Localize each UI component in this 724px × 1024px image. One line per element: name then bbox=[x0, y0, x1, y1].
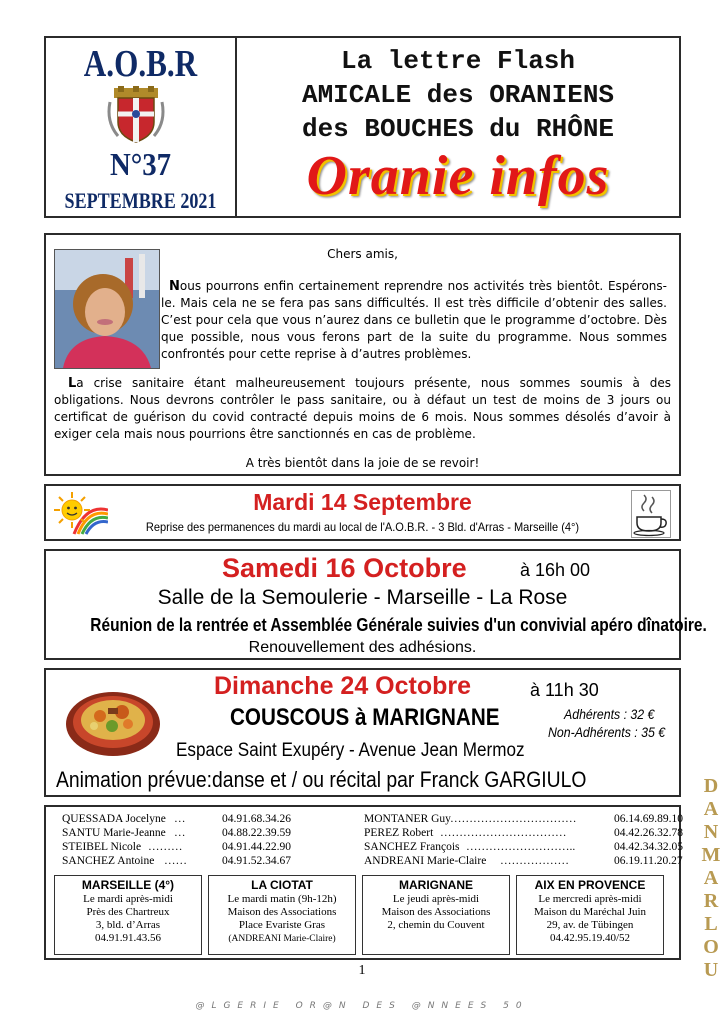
event-time: à 16h 00 bbox=[520, 560, 591, 580]
signature-letter: M bbox=[701, 844, 721, 866]
location-contact-name: (ANDREANI Marie-Claire) bbox=[228, 934, 336, 944]
org-acronym: A.O.B.R bbox=[83, 43, 198, 85]
editorial-letter bbox=[44, 233, 681, 476]
contact-name: STEIBEL Nicole bbox=[62, 841, 142, 853]
masthead bbox=[44, 36, 681, 218]
signature-letter: L bbox=[704, 913, 718, 935]
contact-name: SANTU Marie-Jeanne bbox=[62, 827, 166, 839]
location-schedule: Le mardi après-midi bbox=[83, 893, 173, 905]
contact-phone: 04.88.22.39.59 bbox=[222, 827, 291, 839]
location-name: AIX EN PROVENCE bbox=[534, 878, 646, 892]
event-name: COUSCOUS à MARIGNANE bbox=[230, 704, 500, 731]
contact-phone: 06.14.69.89.10 bbox=[614, 813, 683, 825]
page-number: 1 bbox=[358, 963, 366, 978]
paragraph-text: ous pourrons enfin certainement reprendre nos activités très bientôt. Espérons-le. Mais cela ne se fera pas sans difficultés. Il est très difficile d’obtenir des salles. C’est pour cela que vous n’aurez dans ce bulletin que le programme d’octobre. Dès que possible, nous vous ferons part de la suite du programme. Nous sommes confrontés pour cette reprise à d’autres problèmes. bbox=[161, 279, 667, 361]
leader-dots: ……………………….. bbox=[466, 841, 576, 853]
location-marignane bbox=[362, 875, 510, 955]
coat-of-arms-icon bbox=[106, 86, 166, 144]
drop-initial: N bbox=[169, 279, 180, 294]
letter-paragraph-1 bbox=[161, 278, 667, 363]
masthead-right-panel bbox=[237, 38, 679, 216]
event-october-16 bbox=[44, 549, 707, 660]
event-venue: Espace Saint Exupéry - Avenue Jean Mermoz bbox=[176, 740, 525, 761]
contact-phone: 04.42.34.32.05 bbox=[614, 841, 683, 853]
location-schedule: Le mercredi après-midi bbox=[538, 893, 642, 905]
location-name: LA CIOTAT bbox=[251, 878, 313, 892]
contact-phone: 04.91.44.22.90 bbox=[222, 841, 291, 853]
price-members: Adhérents : 32 € bbox=[564, 706, 655, 722]
signature-letter: N bbox=[703, 821, 719, 843]
newsletter-title: Oranie infos bbox=[306, 145, 610, 207]
contact-name: ANDREANI Marie-Claire bbox=[364, 855, 487, 867]
location-aix-en-provence bbox=[516, 875, 664, 955]
coffee-cup-icon bbox=[631, 490, 671, 538]
location-schedule: Le mardi matin (9h-12h) bbox=[227, 893, 337, 905]
event-venue: Salle de la Semoulerie - Marseille - La Rose bbox=[157, 586, 568, 609]
location-la-ciotat bbox=[208, 875, 356, 955]
location-venue: Maison des Associations bbox=[227, 906, 337, 918]
leader-dots: ……… bbox=[148, 841, 183, 853]
couscous-dish-icon bbox=[64, 682, 162, 760]
event-description: Réunion de la rentrée et Assemblée Générale suivies d'un convivial apéro dînatoire. bbox=[90, 615, 707, 635]
contact-name: SANCHEZ François bbox=[364, 841, 460, 853]
paragraph-text: a crise sanitaire étant malheureusement toujours présente, nous sommes soumis à des obligations. Nous devrons contrôler le pass sanitaire, ou à défaut un test de moins de 3 jours ou certificat de guérison du covid contracté depuis moins de 6 mois. Nous sommes désolés d’avoir à exiger cela mais nous pourrions être sanctionnés en cas de problème. bbox=[54, 376, 671, 441]
issue-number: N°37 bbox=[109, 146, 172, 182]
signature-letter: D bbox=[703, 775, 719, 797]
masthead-left-panel bbox=[46, 38, 237, 216]
location-address: 3, bld. d’Arras bbox=[95, 919, 161, 931]
location-venue: Près des Chartreux bbox=[86, 906, 170, 918]
event-date-title: Mardi 14 Septembre bbox=[253, 489, 472, 515]
location-contact bbox=[209, 932, 355, 946]
contact-name: QUESSADA Jocelyne bbox=[62, 813, 166, 825]
location-address: 29, av. de Tübingen bbox=[546, 919, 634, 931]
contacts-section bbox=[44, 805, 681, 960]
location-phone: 04.42.95.19.40/52 bbox=[549, 932, 631, 944]
leader-dots: … bbox=[174, 813, 186, 825]
location-marseille bbox=[54, 875, 202, 955]
letter-paragraph-2 bbox=[54, 375, 671, 443]
event-october-24 bbox=[44, 668, 681, 797]
location-phone: 04.91.91.43.56 bbox=[95, 932, 161, 944]
footer-tagline: @LGERIE OR@N DES @NNEES 50 bbox=[195, 1001, 529, 1011]
contact-phone: 04.42.26.32.78 bbox=[614, 827, 683, 839]
contact-phone: 06.19.11.20.27 bbox=[614, 855, 683, 867]
location-name: MARSEILLE (4°) bbox=[81, 878, 175, 892]
association-name: AMICALE des ORANIENS bbox=[301, 80, 615, 110]
event-description: Reprise des permanences du mardi au local de l'A.O.B.R. - 3 Bld. d'Arras - Marseille (4°) bbox=[145, 520, 580, 534]
event-date-title: Samedi 16 Octobre bbox=[222, 553, 467, 583]
location-schedule: Le jeudi après-midi bbox=[392, 893, 480, 905]
leader-dots: ……………… bbox=[500, 855, 569, 867]
location-address: 2, chemin du Couvent bbox=[387, 919, 485, 931]
signature-letter: O bbox=[703, 936, 719, 958]
signature-letter: R bbox=[703, 890, 719, 912]
association-region: des BOUCHES du RHÔNE bbox=[301, 114, 615, 144]
location-venue: Maison des Associations bbox=[381, 906, 491, 918]
author-photo bbox=[54, 249, 160, 369]
letter-closing: A très bientôt dans la joie de se revoir! bbox=[245, 456, 480, 470]
greeting: Chers amis, bbox=[327, 247, 398, 261]
event-entertainment: Animation prévue:danse et / ou récital par Franck GARGIULO bbox=[56, 767, 587, 792]
signature-letter: A bbox=[703, 798, 719, 820]
signature-letter: A bbox=[703, 867, 719, 889]
contact-name: SANCHEZ Antoine bbox=[62, 855, 155, 867]
event-note: Renouvellement des adhésions. bbox=[248, 639, 477, 656]
price-non-members: Non-Adhérents : 35 € bbox=[548, 724, 666, 740]
event-time: à 11h 30 bbox=[530, 680, 599, 700]
contact-name: MONTANER Guy bbox=[364, 813, 451, 825]
event-date-title: Dimanche 24 Octobre bbox=[214, 672, 472, 700]
location-name: MARIGNANE bbox=[399, 878, 473, 892]
signature-letter: U bbox=[703, 959, 719, 981]
contact-phone: 04.91.52.34.67 bbox=[222, 855, 291, 867]
leader-dots: … bbox=[174, 827, 186, 839]
author-signature bbox=[700, 775, 722, 982]
location-address: Place Evariste Gras bbox=[238, 919, 326, 931]
event-september bbox=[44, 484, 681, 541]
issue-date: SEPTEMBRE 2021 bbox=[64, 188, 217, 213]
location-venue: Maison du Maréchal Juin bbox=[533, 906, 647, 918]
contact-name: PEREZ Robert bbox=[364, 827, 434, 839]
drop-initial: L bbox=[68, 376, 77, 391]
leader-dots: …………………………… bbox=[450, 813, 577, 825]
leader-dots: …… bbox=[164, 855, 187, 867]
contact-phone: 04.91.68.34.26 bbox=[222, 813, 291, 825]
leader-dots: …………………………… bbox=[440, 827, 567, 839]
newsletter-type: La lettre Flash bbox=[340, 46, 576, 76]
